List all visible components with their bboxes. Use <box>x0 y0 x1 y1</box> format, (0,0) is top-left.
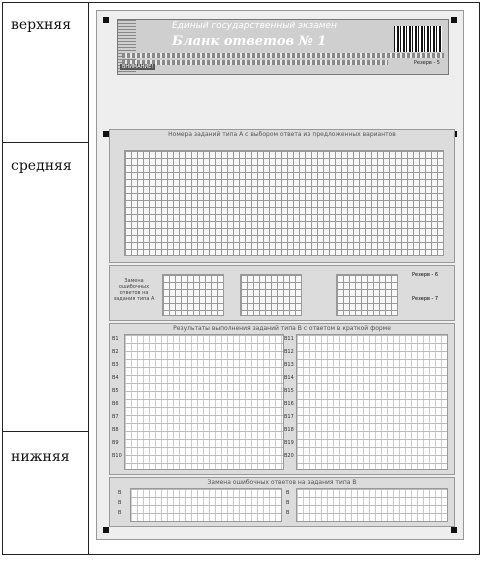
replace-b-title: Замена ошибочных ответов на задания типа В <box>207 479 357 486</box>
label-bottom: нижняя <box>11 449 70 465</box>
reserve-5: Резерв - 5 <box>413 60 440 66</box>
label-top: верхняя <box>11 17 72 33</box>
replace-b-row-label: B <box>118 490 122 496</box>
answer-sheet-image <box>96 10 464 540</box>
b-row-label: B15 <box>284 388 294 394</box>
b-row-label: B1 <box>112 336 119 342</box>
b-row-label: B5 <box>112 388 119 394</box>
attention-label: ВНИМАНИЕ! <box>122 64 154 70</box>
sheet-header <box>117 19 449 75</box>
b-row-label: B2 <box>112 349 119 355</box>
fields-row <box>122 60 388 65</box>
b-row-label: B12 <box>284 349 294 355</box>
answers-b-left[interactable] <box>124 334 284 470</box>
section-b-title: Результаты выполнения заданий типа В с ответом в краткой форме <box>173 325 391 332</box>
b-row-label: B20 <box>284 453 294 459</box>
section-a <box>109 129 455 263</box>
b-row-label: B16 <box>284 401 294 407</box>
replace-a-grid[interactable] <box>240 274 302 316</box>
answers-a-grid[interactable] <box>124 150 444 256</box>
b-row-label: B3 <box>112 362 119 368</box>
answers-b-right[interactable] <box>296 334 448 470</box>
replace-b-left[interactable] <box>130 488 282 522</box>
reserve-7: Резерв - 7 <box>412 296 439 302</box>
barcode <box>394 26 442 52</box>
section-a-title: Номера заданий типа А с выбором ответа из предложенных вариантов <box>168 131 396 138</box>
b-row-label: B8 <box>112 427 119 433</box>
b-row-label: B18 <box>284 427 294 433</box>
replace-b <box>109 477 455 527</box>
sample-letters <box>122 53 444 58</box>
sheet-title: Бланк ответов № 1 <box>172 34 327 49</box>
replace-b-row-label: B <box>286 490 290 496</box>
replace-b-row-label: B <box>286 500 290 506</box>
replace-a <box>109 265 455 321</box>
b-row-label: B17 <box>284 414 294 420</box>
replace-a-grid[interactable] <box>162 274 224 316</box>
b-row-label: B14 <box>284 375 294 381</box>
replace-b-right[interactable] <box>296 488 448 522</box>
replace-a-title: Замена ошибочных ответов на задания типа А <box>113 278 155 302</box>
replace-b-row-label: B <box>118 500 122 506</box>
column-divider <box>88 3 89 554</box>
label-middle: средняя <box>11 158 72 174</box>
marker-square <box>103 17 109 23</box>
b-row-label: B6 <box>112 401 119 407</box>
b-row-label: B7 <box>112 414 119 420</box>
replace-b-row-label: B <box>118 510 122 516</box>
exam-name: Единый государственный экзамен <box>172 21 337 31</box>
reserve-6: Резерв - 6 <box>412 272 439 278</box>
b-row-label: B19 <box>284 440 294 446</box>
replace-b-row-label: B <box>286 510 290 516</box>
b-row-label: B11 <box>284 336 294 342</box>
b-row-label: B13 <box>284 362 294 368</box>
marker-square <box>103 527 109 533</box>
row-divider-1 <box>3 142 88 143</box>
marker-square <box>451 17 457 23</box>
row-divider-2 <box>3 431 88 432</box>
replace-a-grid[interactable] <box>336 274 398 316</box>
b-row-label: B10 <box>112 453 122 459</box>
section-b <box>109 323 455 475</box>
marker-square <box>451 527 457 533</box>
b-row-label: B9 <box>112 440 119 446</box>
b-row-label: B4 <box>112 375 119 381</box>
